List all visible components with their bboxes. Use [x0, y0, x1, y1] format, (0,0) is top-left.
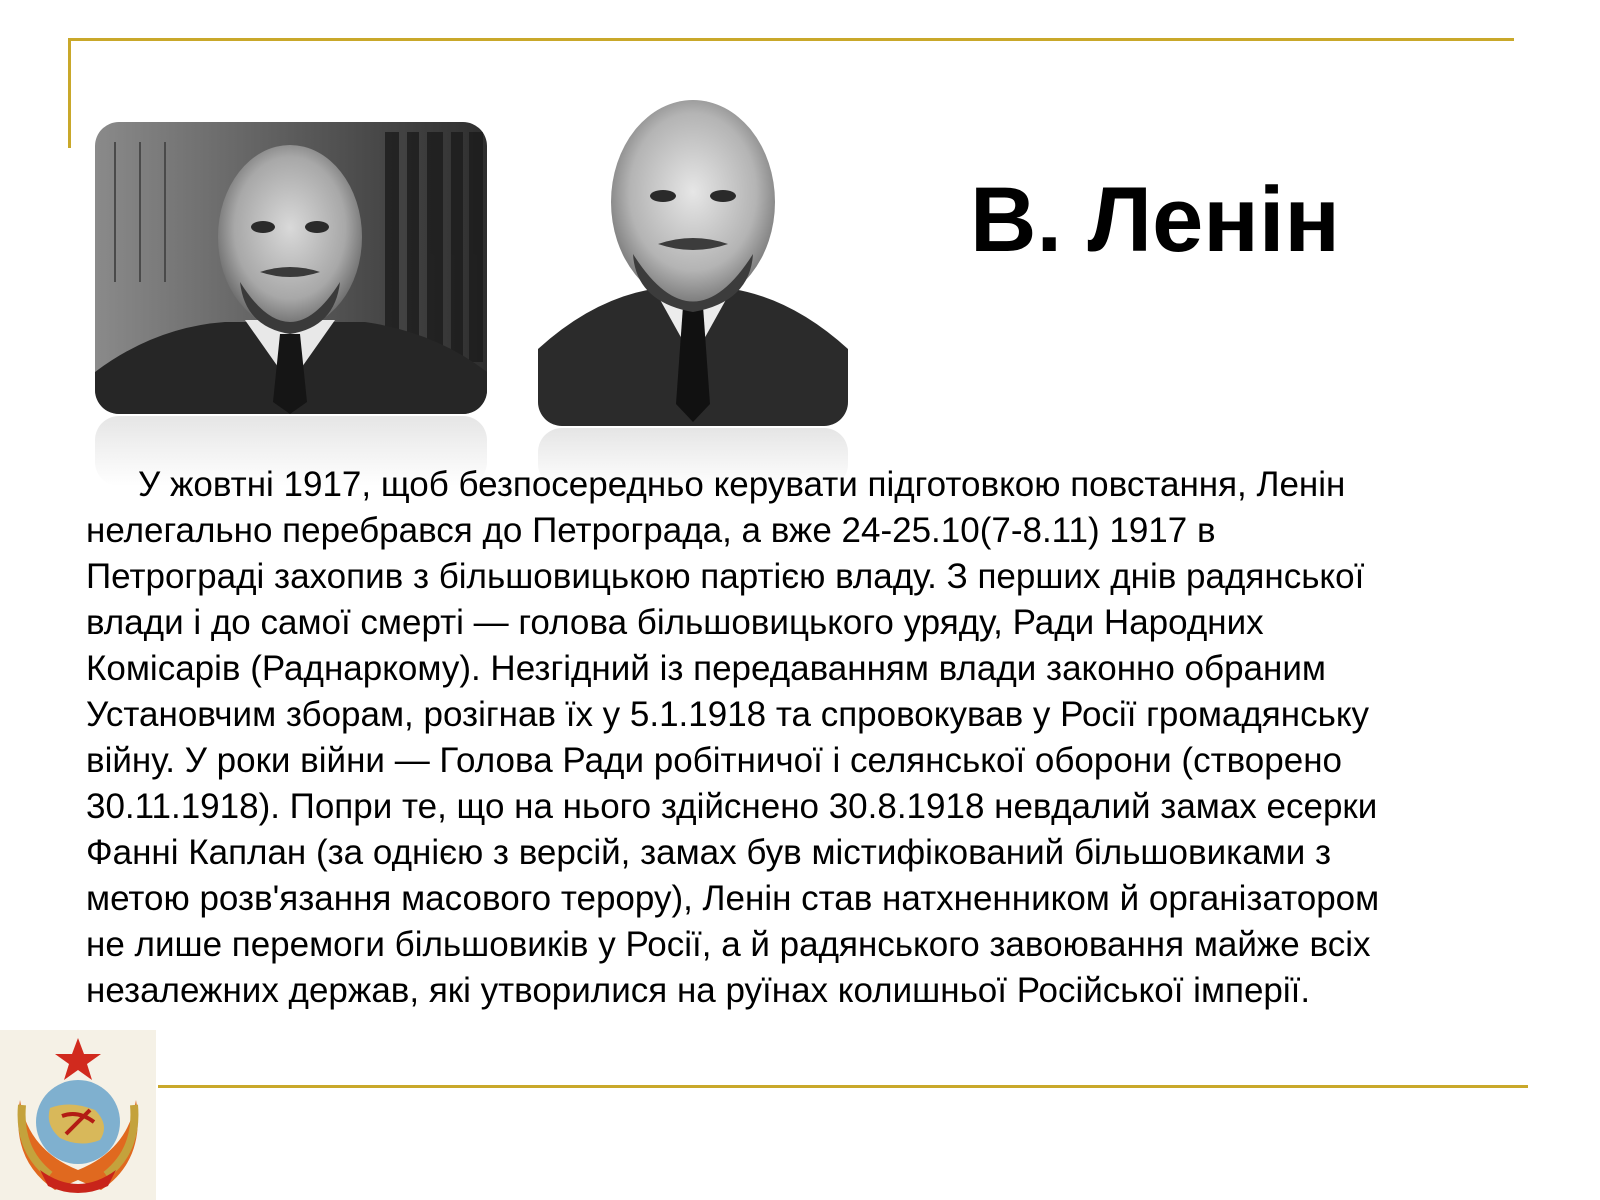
paragraph-line: Комісарів (Раднаркому). Незгідний із передаванням влади законно обраним: [86, 649, 1326, 688]
paragraph-line: не лише перемоги більшовиків у Росії, а й радянського завоювання майже всіх: [86, 925, 1371, 964]
portrait-photo-left: [95, 122, 487, 414]
top-accent-rule: [68, 38, 1514, 41]
portrait-photo-right: [538, 84, 848, 426]
paragraph-line: 30.11.1918). Попри те, що на нього здійснено 30.8.1918 невдалий замах есерки: [86, 787, 1378, 826]
biography-paragraph: [86, 462, 1516, 1014]
ussr-emblem-icon: [0, 1030, 156, 1200]
paragraph-line: війну. У роки війни — Голова Ради робітничої і селянської оборони (створено: [86, 741, 1343, 780]
paragraph-line: влади і до самої смерті — голова більшовицького уряду, Ради Народних: [86, 603, 1264, 642]
paragraph-line: нелегально перебрався до Петрограда, а вже 24-25.10(7-8.11) 1917 в: [86, 511, 1216, 550]
slide-title: В. Ленін: [970, 169, 1340, 271]
paragraph-line: Фанні Каплан (за однією з версій, замах був містифікований більшовиками з: [86, 833, 1332, 872]
paragraph-line: незалежних держав, які утворилися на руїнах колишньої Російської імперії.: [86, 971, 1311, 1010]
paragraph-line: У жовтні 1917, щоб безпосередньо керувати підготовкою повстання, Ленін: [138, 465, 1346, 504]
bottom-accent-rule: [158, 1085, 1528, 1088]
paragraph-line: Установчим зборам, розігнав їх у 5.1.1918 та спровокував у Росії громадянську: [86, 695, 1370, 734]
paragraph-line: Петрограді захопив з більшовицькою партією владу. З перших днів радянської: [86, 557, 1365, 596]
left-accent-rule: [68, 38, 71, 148]
paragraph-line: метою розв'язання масового терору), Ленін став натхненником й організатором: [86, 879, 1380, 918]
